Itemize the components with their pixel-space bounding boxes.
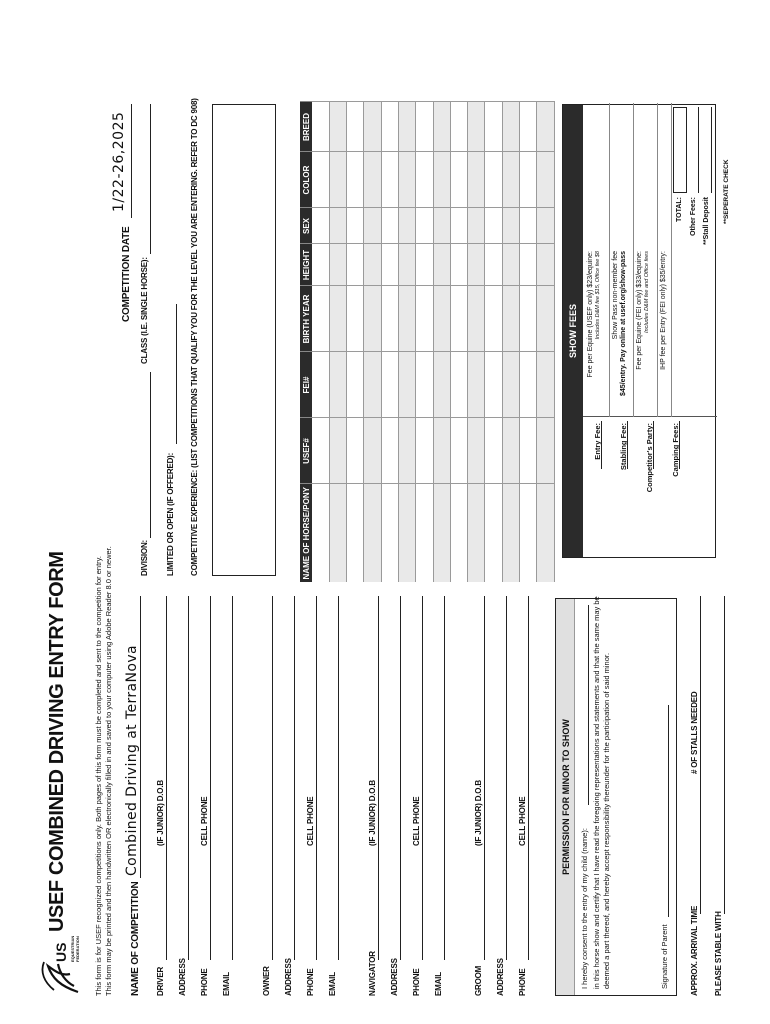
camping-fees-field[interactable] bbox=[679, 421, 680, 469]
table-row[interactable] bbox=[347, 102, 364, 582]
owner-address-label: ADDRESS bbox=[284, 958, 293, 996]
entry-fee-field[interactable] bbox=[601, 421, 602, 469]
competition-name-field[interactable]: Combined Driving at TerraNova bbox=[124, 644, 140, 876]
navigator-address-label: ADDRESS bbox=[390, 958, 399, 996]
arrival-time-field[interactable] bbox=[700, 596, 701, 914]
horse-table bbox=[300, 102, 555, 583]
navigator-address-field[interactable] bbox=[400, 596, 401, 960]
navigator-phone-label: PHONE bbox=[412, 968, 421, 996]
driver-address-label: ADDRESS bbox=[178, 958, 187, 996]
class-field[interactable] bbox=[150, 104, 151, 254]
owner-cell-label: CELL PHONE bbox=[306, 796, 315, 846]
parent-signature-field[interactable] bbox=[668, 705, 669, 917]
fei-equine-fee-text: Fee per Equine (FEI only) $33/equine: bbox=[636, 251, 643, 370]
owner-email-field[interactable] bbox=[338, 596, 339, 960]
table-row[interactable] bbox=[450, 102, 467, 582]
other-fees-field[interactable] bbox=[698, 107, 699, 193]
groom-phone-field[interactable] bbox=[528, 596, 529, 960]
stabling-fee-field[interactable] bbox=[627, 421, 628, 469]
form-title: USEF COMBINED DRIVING ENTRY FORM bbox=[46, 551, 68, 932]
col-horse-name: NAME OF HORSE/PONY bbox=[300, 484, 312, 582]
table-row[interactable] bbox=[485, 102, 502, 582]
owner-address-field[interactable] bbox=[294, 596, 295, 960]
col-sex: SEX bbox=[300, 208, 312, 244]
driver-email-label: EMAIL bbox=[222, 972, 231, 996]
show-fees-title: SHOW FEES bbox=[563, 105, 583, 557]
logo-us-text: US bbox=[53, 942, 69, 962]
groom-address-field[interactable] bbox=[506, 596, 507, 960]
competition-name-label: NAME OF COMPETITION bbox=[130, 881, 141, 996]
minor-name-field[interactable] bbox=[588, 605, 589, 805]
groom-phone-label: PHONE bbox=[518, 968, 527, 996]
table-row[interactable] bbox=[312, 102, 329, 582]
col-color: COLOR bbox=[300, 152, 312, 208]
usef-equine-fee bbox=[587, 251, 601, 411]
competition-date-label: COMPETITION DATE bbox=[121, 226, 132, 322]
show-fees-box bbox=[562, 104, 716, 558]
show-pass-line-1: Show Pass non-member fee bbox=[612, 251, 619, 340]
navigator-label: NAVIGATOR bbox=[368, 951, 377, 996]
other-fees-label: Other Fees: bbox=[690, 197, 697, 236]
owner-phone-label: PHONE bbox=[306, 968, 315, 996]
arrival-time-label: APPROX. ARRIVAL TIME bbox=[690, 905, 699, 996]
driver-email-field[interactable] bbox=[232, 596, 233, 960]
permission-minor-box bbox=[555, 598, 677, 996]
total-field[interactable] bbox=[673, 107, 687, 193]
table-row[interactable] bbox=[502, 102, 519, 582]
stalls-needed-label: # OF STALLS NEEDED bbox=[690, 691, 699, 774]
groom-cell-label: CELL PHONE bbox=[518, 796, 527, 846]
driver-phone-label: PHONE bbox=[200, 968, 209, 996]
owner-email-label: EMAIL bbox=[328, 972, 337, 996]
table-row[interactable] bbox=[398, 102, 415, 582]
navigator-email-label: EMAIL bbox=[434, 972, 443, 996]
col-birth-year: BIRTH YEAR bbox=[300, 286, 312, 352]
groom-dob-label: (IF JUNIOR) D.O.B bbox=[474, 780, 483, 846]
col-breed: BREED bbox=[300, 102, 312, 152]
entry-fee-label: Entry Fee: bbox=[593, 423, 602, 460]
division-field[interactable] bbox=[150, 372, 151, 538]
us-equestrian-logo-icon bbox=[30, 936, 90, 996]
driver-address-field[interactable] bbox=[188, 596, 189, 960]
fei-equine-fee bbox=[636, 251, 650, 411]
table-row[interactable] bbox=[520, 102, 537, 582]
stable-with-label: PLEASE STABLE WITH bbox=[714, 911, 723, 996]
driver-field[interactable] bbox=[166, 596, 167, 960]
table-row[interactable] bbox=[537, 102, 554, 582]
usef-equine-fee-note: Includes D&M fee $15, Office fee $8 bbox=[595, 251, 602, 340]
stall-deposit-label: **Stall Deposit bbox=[703, 197, 710, 245]
permission-line-3: deemed a part thereof, and hereby accept responsibility thereunder for the participation of said minor. bbox=[602, 652, 611, 989]
permission-title: PERMISSION FOR MINOR TO SHOW bbox=[556, 599, 575, 995]
fei-equine-fee-note: Includes D&M fee and Office fees bbox=[644, 251, 651, 333]
driver-cell-label: CELL PHONE bbox=[200, 796, 209, 846]
navigator-dob-label: (IF JUNIOR) D.O.B bbox=[368, 780, 377, 846]
table-row[interactable] bbox=[381, 102, 398, 582]
separate-check-note: **SEPERATE CHECK bbox=[723, 159, 730, 224]
competition-date-field[interactable]: 1/22-26,2025 bbox=[111, 111, 127, 212]
col-fei-number: FEI# bbox=[300, 352, 312, 418]
svg-text:FEDERATION: FEDERATION bbox=[75, 936, 80, 962]
navigator-field[interactable] bbox=[378, 596, 379, 960]
navigator-cell-label: CELL PHONE bbox=[412, 796, 421, 846]
camping-fees-label: Camping Fees: bbox=[671, 423, 680, 477]
driver-phone-field[interactable] bbox=[210, 596, 211, 960]
groom-field[interactable] bbox=[484, 596, 485, 960]
class-label: CLASS (I.E. SINGLE HORSE): bbox=[140, 257, 149, 364]
owner-phone-field[interactable] bbox=[316, 596, 317, 960]
svg-text:EQUESTRIAN: EQUESTRIAN bbox=[70, 936, 75, 962]
table-row[interactable] bbox=[416, 102, 433, 582]
division-label: DIVISION: bbox=[140, 540, 149, 576]
groom-label: GROOM bbox=[474, 965, 483, 996]
table-row[interactable] bbox=[364, 102, 381, 582]
table-row[interactable] bbox=[468, 102, 485, 582]
competitors-party-field[interactable] bbox=[653, 421, 654, 469]
table-row[interactable] bbox=[329, 102, 346, 582]
usef-equine-fee-text: Fee per Equine (USEF only) $23/equine: bbox=[587, 251, 594, 378]
table-row[interactable] bbox=[433, 102, 450, 582]
navigator-email-field[interactable] bbox=[444, 596, 445, 960]
navigator-phone-field[interactable] bbox=[422, 596, 423, 960]
stabling-fee-label: Stabling Fee: bbox=[619, 423, 628, 471]
limited-open-label: LIMITED OR OPEN (IF OFFERED): bbox=[166, 452, 175, 576]
competitors-party-label: Competitor's Party: bbox=[645, 423, 654, 493]
total-label: TOTAL: bbox=[676, 197, 683, 223]
col-usef-number: USEF# bbox=[300, 418, 312, 484]
permission-line-2: in this horse show and certify that I have read the foregoing representations and statements and that the same may be bbox=[592, 596, 601, 989]
experience-field[interactable] bbox=[212, 104, 276, 576]
show-pass-line-2: $45/entry. Pay online at usef.org/show-pass bbox=[620, 251, 628, 396]
owner-label: OWNER bbox=[262, 966, 271, 996]
intro-line-1: This form is for USEF recognized competitions only. Both pages of this form must be completed and sent to the competition for entry. bbox=[94, 556, 103, 996]
driver-label: DRIVER bbox=[156, 966, 165, 996]
stall-deposit-field[interactable] bbox=[711, 107, 712, 193]
experience-label: COMPETITIVE EXPERIENCE: (LIST COMPETITIONS THAT QUALIFY YOU FOR THE LEVEL YOU ARE ENTERING. REFER TO DC 908) bbox=[190, 98, 199, 576]
col-height: HEIGHT bbox=[300, 244, 312, 286]
owner-field[interactable] bbox=[272, 596, 273, 960]
show-pass-fee bbox=[612, 251, 628, 411]
ihp-entry-fee: IHP fee per Entry (FEI only) $35/entry: bbox=[660, 251, 667, 370]
signature-label: Signature of Parent bbox=[660, 924, 669, 989]
intro-line-2: This form may be printed and then handwritten OR electronically filled in and saved to your computer using Adobe Reader 8.0 or newer. bbox=[104, 546, 113, 996]
limited-open-field[interactable] bbox=[176, 304, 177, 444]
groom-address-label: ADDRESS bbox=[496, 958, 505, 996]
stable-with-field[interactable] bbox=[724, 596, 725, 914]
permission-line-1: I hereby consent to the entry of my child (name): bbox=[580, 828, 589, 989]
driver-dob-label: (IF JUNIOR) D.O.B bbox=[156, 780, 165, 846]
